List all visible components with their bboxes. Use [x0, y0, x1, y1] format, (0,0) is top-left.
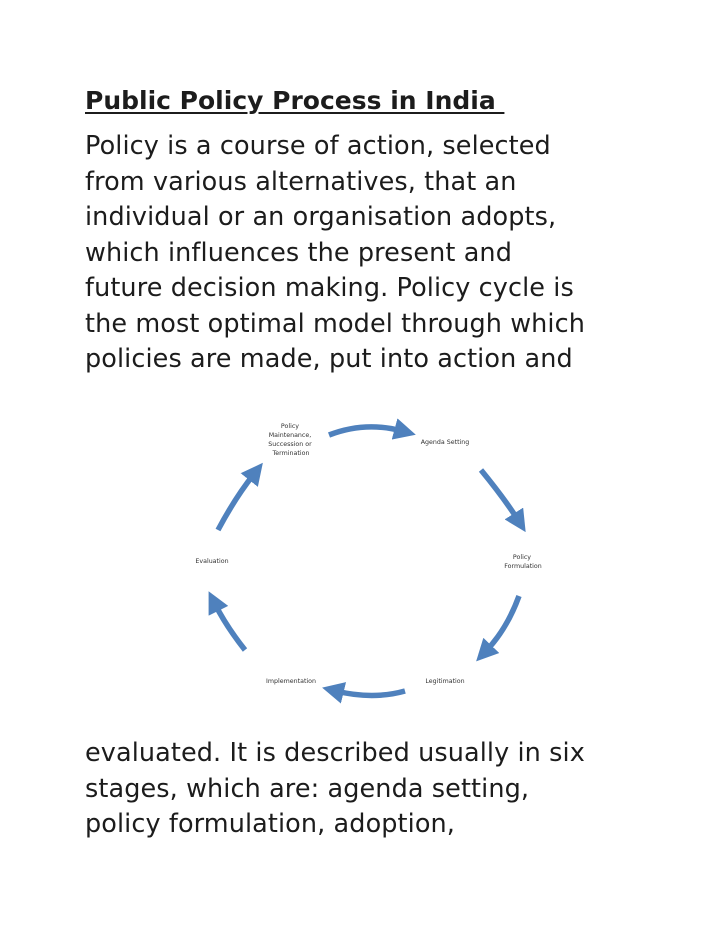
text-line: individual or an organisation adopts, — [85, 202, 557, 232]
stage-maintenance-label: Policy Maintenance, Succession or Termination — [268, 423, 312, 457]
text-line: policy formulation, adoption, — [85, 809, 456, 839]
cycle-arrow-implementation-to-evaluation — [215, 604, 245, 650]
document-title: Public Policy Process in India — [85, 86, 505, 115]
cycle-arrow-maintenance-to-agenda — [329, 427, 402, 435]
policy-cycle-diagram — [170, 400, 570, 720]
text-line: stages, which are: agenda setting, — [85, 773, 530, 804]
text-line: Policy is a course of action, selected — [85, 131, 551, 161]
cycle-arrow-evaluation-to-maintenance — [218, 474, 254, 530]
stage-evaluation-label: Evaluation — [195, 558, 229, 565]
text-line: evaluated. It is described usually in six — [85, 738, 585, 768]
text-line: from various alternatives, that an — [85, 166, 517, 197]
text-line: the most optimal model through which — [85, 308, 586, 339]
stage-agenda-setting-label: Agenda Setting — [420, 439, 470, 446]
cycle-arrow-agenda-to-formulation — [481, 470, 518, 520]
cycle-arrow-legitimation-to-implementation — [336, 691, 405, 696]
text-line: which influences the present and — [85, 237, 512, 268]
continued-paragraph — [85, 736, 585, 843]
stage-implementation-label: Implementation — [266, 678, 316, 685]
stage-policy-formulation-label: Policy Formulation — [504, 554, 542, 570]
intro-paragraph — [85, 129, 585, 378]
cycle-arrow-formulation-to-legitimation — [486, 596, 519, 651]
text-line: policies are made, put into action and — [85, 344, 573, 374]
stage-legitimation-label: Legitimation — [425, 678, 465, 685]
text-line: future decision making. Policy cycle is — [85, 273, 574, 303]
